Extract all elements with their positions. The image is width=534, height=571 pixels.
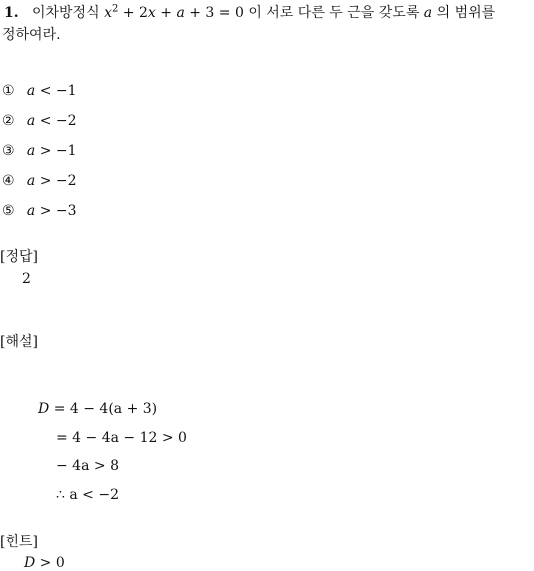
question-number: 1.: [4, 5, 19, 21]
question-text-before: 이차방정식: [31, 5, 100, 21]
choice-4[interactable]: ④ a > −2: [2, 173, 77, 189]
solution-line-3: − 4a > 8: [56, 458, 119, 474]
choice-2[interactable]: ② a < −2: [2, 113, 77, 129]
choice-marker: ⑤: [2, 203, 15, 219]
choice-marker: ④: [2, 173, 15, 189]
solution-label: [해설]: [0, 334, 38, 350]
choice-5[interactable]: ⑤ a > −3: [2, 203, 77, 219]
answer-value: 2: [22, 271, 31, 287]
choice-1[interactable]: ① a < −1: [2, 83, 77, 99]
choice-3[interactable]: ③ a > −1: [2, 143, 77, 159]
question-text-end: 의 범위를: [436, 5, 496, 21]
solution-line-4: ∴ a < −2: [56, 487, 119, 503]
choice-marker: ①: [2, 83, 15, 99]
question-line-1: [4, 2, 495, 22]
solution-line-2: = 4 − 4a − 12 > 0: [56, 430, 187, 446]
question-var-a: a: [423, 5, 433, 21]
hint-label: [힌트]: [0, 534, 38, 550]
question-text-middle: 이 서로 다른 두 근을 갖도록: [248, 5, 420, 21]
solution-line-1: D = 4 − 4(a + 3): [38, 401, 158, 417]
choice-marker: ②: [2, 113, 15, 129]
choice-marker: ③: [2, 143, 15, 159]
hint-condition: D > 0: [24, 555, 65, 571]
answer-label: [정답]: [0, 249, 38, 265]
question-line-2: 정하여라.: [2, 27, 61, 43]
equation: $x^2 + 2x + a + 3 = 0$: [104, 3, 244, 21]
